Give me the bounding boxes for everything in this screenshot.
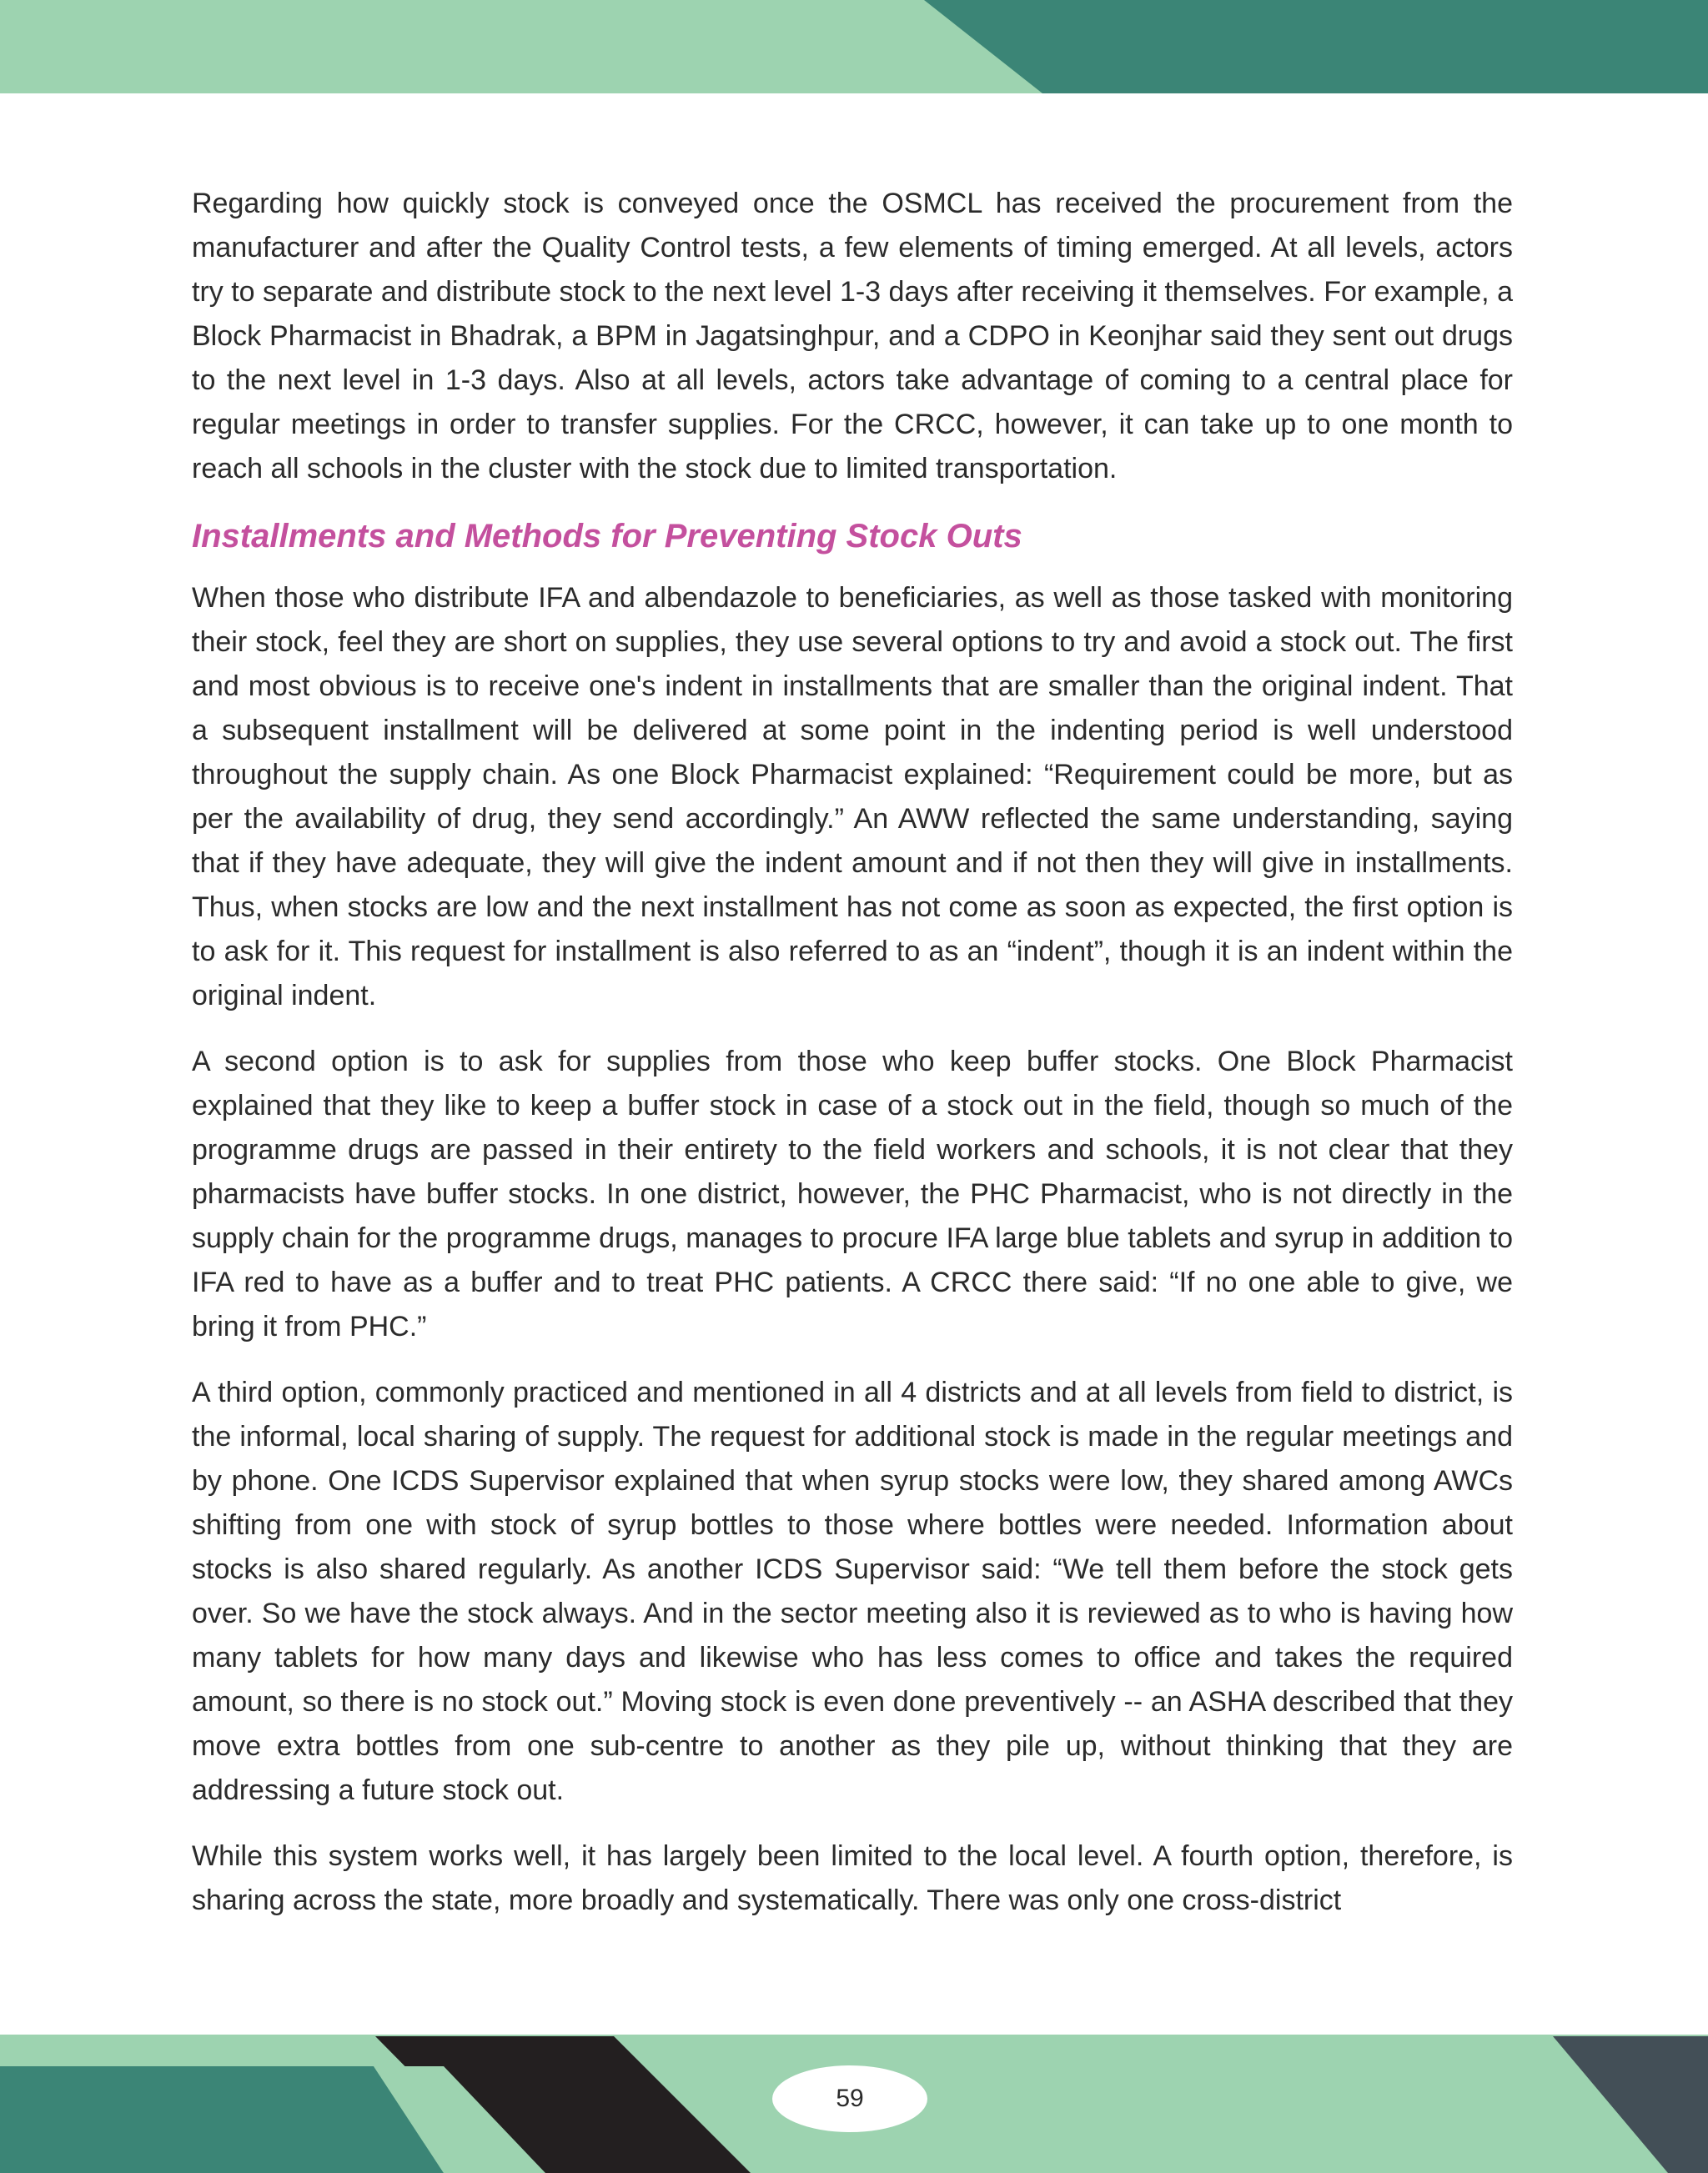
footer-teal-left-block: [0, 2066, 444, 2173]
header-decoration: [0, 0, 1708, 93]
header-light-green-band: [0, 0, 1044, 93]
paragraph-state-sharing: While this system works well, it has largely been limited to the local level. A fourth option, therefore, is sharing across the state, more broadly and systematically. There was only one cross-district: [192, 1840, 1513, 1916]
section-heading: Installments and Methods for Preventing Stock Outs: [192, 518, 1022, 555]
header-teal-band: [924, 0, 1708, 93]
paragraph-local-sharing: A third option, commonly practiced and mentioned in all 4 districts and at all levels from field to district, is the informal, local sharing of supply. The request for additional stock is made in the regular meetings and by phone. One ICDS Supervisor explained that when syrup stocks were low, they shared among AWCs shifting from one with stock of syrup bottles to those where bottles were needed. Information about stocks is also shared regularly. As another ICDS Supervisor said: “We tell them before the stock gets over. So we have the stock always. And in the sector meeting also it is reviewed as to who is having how many tablets for how many days and likewise who has less comes to office and takes the required amount, so there is no stock out.” Moving stock is even done preventively -- an ASHA described that they move extra bottles from one sub-centre to another as they pile up, without thinking that they are addressing a future stock out.: [192, 1377, 1513, 1806]
page-number: 59: [836, 2085, 864, 2112]
paragraph-installments: When those who distribute IFA and albendazole to beneficiaries, as well as those tasked with monitoring their stock, feel they are short on supplies, they use several options to try and avoid a stock out. The first and most obvious is to receive one's indent in installments that are smaller than the original indent. That a subsequent installment will be delivered at some point in the indenting period is well understood throughout the supply chain. As one Block Pharmacist explained: “Requirement could be more, but as per the availability of drug, they send accordingly.” An AWW reflected the same understanding, saying that if they have adequate, they will give the indent amount and if not then they will give in installments. Thus, when stocks are low and the next installment has not come as soon as expected, the first option is to ask for it. This request for installment is also referred to as an “indent”, though it is an indent within the original indent.: [192, 582, 1513, 1011]
page-number-badge: [772, 2065, 927, 2132]
paragraph-stock-timing: Regarding how quickly stock is conveyed once the OSMCL has received the procurement from the manufacturer and after the Quality Control tests, a few elements of timing emerged. At all levels, actors try to separate and distribute stock to the next level 1-3 days after receiving it themselves. For example, a Block Pharmacist in Bhadrak, a BPM in Jagatsinghpur, and a CDPO in Keonjhar said they sent out drugs to the next level in 1-3 days. Also at all levels, actors take advantage of coming to a central place for regular meetings in order to transfer supplies. For the CRCC, however, it can take up to one month to reach all schools in the cluster with the stock due to limited transportation.: [192, 188, 1513, 484]
document-body: [192, 182, 1513, 1945]
paragraph-buffer-stocks: A second option is to ask for supplies from those who keep buffer stocks. One Block Pharmacist explained that they like to keep a buffer stock in case of a stock out in the field, though so much of the programme drugs are passed in their entirety to the field workers and schools, it is not clear that they pharmacists have buffer stocks. In one district, however, the PHC Pharmacist, who is not directly in the supply chain for the programme drugs, manages to procure IFA large blue tablets and syrup in addition to IFA red to have as a buffer and to treat PHC patients. A CRCC there said: “If no one able to give, we bring it from PHC.”: [192, 1046, 1513, 1342]
